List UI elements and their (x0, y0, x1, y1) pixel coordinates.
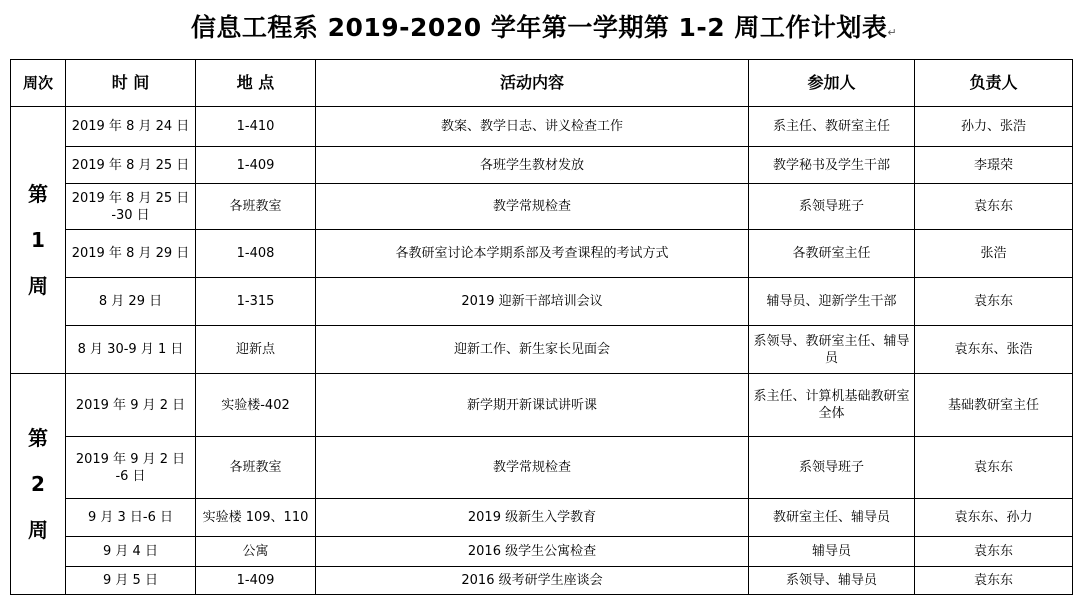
paragraph-mark: ↵ (887, 26, 898, 39)
cell-place: 各班教室 (196, 184, 316, 230)
table-row (11, 326, 1073, 374)
cell-place: 1-315 (196, 278, 316, 326)
cell-time: 9 月 5 日 (66, 567, 196, 595)
work-plan-table (10, 59, 1073, 595)
header-row (11, 60, 1073, 107)
cell-participants: 教研室主任、辅导员 (749, 499, 915, 537)
table-row (11, 374, 1073, 437)
cell-time: 2019 年 8 月 25 日 (66, 147, 196, 184)
cell-place: 公寓 (196, 537, 316, 567)
cell-responsible: 袁东东 (915, 437, 1073, 499)
table-row (11, 147, 1073, 184)
week-1-line-2: 1 (31, 228, 45, 252)
title-text: 信息工程系 2019-2020 学年第一学期第 1-2 周工作计划表 (190, 13, 888, 42)
table-row (11, 537, 1073, 567)
cell-participants: 系主任、教研室主任 (749, 107, 915, 147)
page-title (0, 8, 1088, 44)
cell-responsible: 袁东东 (915, 567, 1073, 595)
cell-participants: 系领导、辅导员 (749, 567, 915, 595)
cell-participants: 各教研室主任 (749, 230, 915, 278)
week-2-line-3: 周 (28, 518, 48, 542)
cell-place: 1-410 (196, 107, 316, 147)
cell-responsible: 孙力、张浩 (915, 107, 1073, 147)
cell-responsible: 张浩 (915, 230, 1073, 278)
week-2-cell (11, 374, 66, 595)
cell-responsible: 袁东东、张浩 (915, 326, 1073, 374)
cell-place: 1-409 (196, 147, 316, 184)
table-row (11, 278, 1073, 326)
header-content: 活动内容 (316, 60, 749, 107)
cell-time: 2019 年 8 月 29 日 (66, 230, 196, 278)
cell-participants: 辅导员、迎新学生干部 (749, 278, 915, 326)
cell-participants: 辅导员 (749, 537, 915, 567)
week-1-line-1: 第 (28, 182, 48, 206)
cell-time: 8 月 29 日 (66, 278, 196, 326)
cell-place: 1-408 (196, 230, 316, 278)
table-row (11, 230, 1073, 278)
week-2-line-2: 2 (31, 472, 45, 496)
header-place: 地 点 (196, 60, 316, 107)
cell-time: 2019 年 9 月 2 日 -6 日 (66, 437, 196, 499)
cell-content: 各教研室讨论本学期系部及考查课程的考试方式 (316, 230, 749, 278)
cell-time: 2019 年 9 月 2 日 (66, 374, 196, 437)
cell-responsible: 袁东东 (915, 537, 1073, 567)
header-participants: 参加人 (749, 60, 915, 107)
cell-content: 2016 级学生公寓检查 (316, 537, 749, 567)
cell-place: 实验楼-402 (196, 374, 316, 437)
table-row (11, 567, 1073, 595)
header-time: 时 间 (66, 60, 196, 107)
cell-participants: 系领导班子 (749, 437, 915, 499)
cell-content: 2019 级新生入学教育 (316, 499, 749, 537)
cell-content: 教学常规检查 (316, 437, 749, 499)
cell-place: 1-409 (196, 567, 316, 595)
cell-time: 2019 年 8 月 25 日 -30 日 (66, 184, 196, 230)
cell-responsible: 袁东东、孙力 (915, 499, 1073, 537)
cell-responsible: 李璟荣 (915, 147, 1073, 184)
week-1-cell (11, 107, 66, 374)
cell-time: 8 月 30-9 月 1 日 (66, 326, 196, 374)
week-1-line-3: 周 (28, 274, 48, 298)
cell-place: 各班教室 (196, 437, 316, 499)
header-week: 周次 (11, 60, 66, 107)
cell-content: 教学常规检查 (316, 184, 749, 230)
week-2-line-1: 第 (28, 426, 48, 450)
cell-participants: 系领导班子 (749, 184, 915, 230)
cell-content: 新学期开新课试讲听课 (316, 374, 749, 437)
cell-content: 迎新工作、新生家长见面会 (316, 326, 749, 374)
cell-participants: 系主任、计算机基础教研室全体 (749, 374, 915, 437)
cell-participants: 系领导、教研室主任、辅导员 (749, 326, 915, 374)
cell-responsible: 袁东东 (915, 278, 1073, 326)
cell-time: 2019 年 8 月 24 日 (66, 107, 196, 147)
cell-responsible: 基础教研室主任 (915, 374, 1073, 437)
cell-participants: 教学秘书及学生干部 (749, 147, 915, 184)
table-row (11, 499, 1073, 537)
cell-time: 9 月 4 日 (66, 537, 196, 567)
table-row (11, 184, 1073, 230)
cell-time: 9 月 3 日-6 日 (66, 499, 196, 537)
cell-content: 2019 迎新干部培训会议 (316, 278, 749, 326)
table-row (11, 437, 1073, 499)
cell-content: 2016 级考研学生座谈会 (316, 567, 749, 595)
header-responsible: 负责人 (915, 60, 1073, 107)
table-row (11, 107, 1073, 147)
cell-place: 迎新点 (196, 326, 316, 374)
cell-responsible: 袁东东 (915, 184, 1073, 230)
cell-content: 各班学生教材发放 (316, 147, 749, 184)
cell-place: 实验楼 109、110 (196, 499, 316, 537)
cell-content: 教案、教学日志、讲义检查工作 (316, 107, 749, 147)
